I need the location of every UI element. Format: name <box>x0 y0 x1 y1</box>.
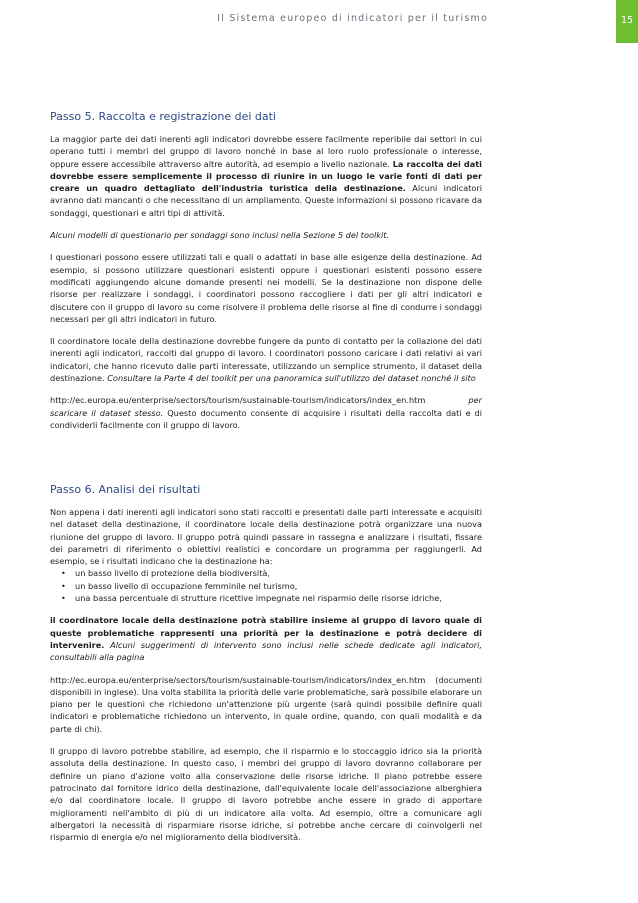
indicators-link[interactable]: http://ec.europa.eu/enterprise/sectors/tourism/sustainable-tourism/indicators/index_en.htm <box>50 674 426 685</box>
step5-heading: Passo 5. Raccolta e registrazione dei dati <box>50 110 276 123</box>
step5-paragraph-1: La maggior parte dei dati inerenti agli indicatori dovrebbe essere facilmente reperibile dai settori in cui operano tutti i membri del gruppo di lavoro nonché in base al loro ruolo professionale o interesse, oppure essere accessibile attraverso altre autorità, ad esempio a livello nazionale. La raccolta dei dati dovrebbe essere semplicemente il processo di riunire in un luogo le varie fonti di dati per creare un quadro dettagliato dell'industria turistica della destinazione. Alcuni indicatori avranno dati mancanti o che necessitano di un ampliamento. Queste informazioni si possono ricavare da sondaggi, questionari e altri tipi di attività. <box>50 134 482 218</box>
section-step-6 <box>50 483 482 843</box>
section-step-5 <box>50 110 482 431</box>
page-number: 15 <box>620 15 634 26</box>
list-item: • un basso livello di protezione della biodiversità, <box>50 567 482 579</box>
toolkit-link[interactable]: http://ec.europa.eu/enterprise/sectors/tourism/sustainable-tourism/indicators/index_en.htm <box>50 395 426 406</box>
page-number-tab <box>616 0 638 43</box>
list-item: • un basso livello di occupazione femminile nel turismo, <box>50 580 482 592</box>
step6-paragraph-1: Non appena i dati inerenti agli indicatori sono stati raccolti e presentati dalle parti interessate e acquisiti nel dataset della destinazione, il coordinatore locale della destinazione potrà organizzare una nuova riunione del gruppo di lavoro. Il gruppo potrà quindi passare in rassegna e analizzare i risultati, fissare dei parametri di riferimento o obiettivi realistici e concordare un programma per raggiungerli. Ad esempio, se i risultati indicano che la destinazione ha: <box>50 507 482 567</box>
step5-paragraph-3: I questionari possono essere utilizzati tali e quali o adattati in base alle esigenze della destinazione. Ad esempio, si possono utilizzare questionari esistenti oppure i questionari esistenti possono essere modificati aggiungendo alcune domande presenti nei modelli. Se la destinazione non dispone delle risorse per realizzare i sondaggi, i coordinatori possono raccogliere i dati per gli altri indicatori e discutere con il gruppo di lavoro su come risolvere il problema delle risorse al fine di condurre i sondaggi necessari per gli altri indicatori in futuro. <box>50 252 482 324</box>
list-item: • una bassa percentuale di strutture ricettive impegnate nel risparmio delle risorse idriche, <box>50 592 482 604</box>
step6-heading: Passo 6. Analisi dei risultati <box>50 483 201 496</box>
step6-paragraph-3: http://ec.europa.eu/enterprise/sectors/tourism/sustainable-tourism/indicators/index_en.htm (documenti disponibili in inglese). Una volta stabilita la priorità delle varie problematiche, sarà possibile elaborare un piano per le questioni che richiedono un'attenzione più urgente (sarà quindi possibile definire quali indicatori e problematiche richiedono un intervento, in quale ordine, quando, con quali modalità e da parte di chi). <box>50 674 482 734</box>
step5-paragraph-5: http://ec.europa.eu/enterprise/sectors/tourism/sustainable-tourism/indicators/index_en.htm per scaricare il dataset stesso. Questo documento consente di acquisire i risultati della raccolta dati e di condividerli facilmente con il gruppo di lavoro. <box>50 395 482 430</box>
step5-paragraph-4: Il coordinatore locale della destinazione dovrebbe fungere da punto di contatto per la collazione dei dati inerenti agli indicatori, raccolti dal gruppo di lavoro. I coordinatori possono caricare i dati relativi ai vari indicatori, che hanno ricevuto dalle parti interessate, utilizzando un semplice strumento, il dataset della destinazione. Consultare la Parte 4 del toolkit per una panoramica sull'utilizzo del dataset nonché il sito <box>50 336 482 384</box>
step5-bold-statement: La raccolta dei dati dovrebbe essere semplicemente il processo di riunire in un luogo le varie fonti di dati per creare un quadro dettagliato dell'industria turistica della destinazione. <box>50 158 482 194</box>
step5-paragraph-2: Alcuni modelli di questionario per sondaggi sono inclusi nella Sezione 5 del toolkit. <box>50 230 390 241</box>
running-title: Il Sistema europeo di indicatori per il turismo <box>217 13 488 24</box>
step6-paragraph-2: il coordinatore locale della destinazione potrà stabilire insieme al gruppo di lavoro quale di queste problematiche rappresenti una priorità per la destinazione e potrà decidere di intervenire. Alcuni suggerimenti di intervento sono inclusi nelle schede dedicate agli indicatori, consultabili alla pagina <box>50 615 482 663</box>
step6-paragraph-4: Il gruppo di lavoro potrebbe stabilire, ad esempio, che il risparmio e lo stoccaggio idrico sia la priorità assoluta della destinazione. In questo caso, i membri del gruppo di lavoro dovranno collaborare per definire un piano d'azione volto alla conservazione delle risorse idriche. Il piano potrebbe essere patrocinato dal fornitore idrico della destinazione, dall'equivalente locale dell'associazione alberghiera e/o dal coordinatore locale. Il gruppo di lavoro potrebbe anche essere in grado di apportare miglioramenti nell'ambito di più di un indicatore alla volta. Ad esempio, oltre a comunicare agli albergatori la necessità di risparmiare risorse idriche, si potrebbe anche cercare di coinvolgerli nel risparmio di energia e/o nel miglioramento della biodiversità. <box>50 746 482 843</box>
results-list <box>50 567 482 604</box>
